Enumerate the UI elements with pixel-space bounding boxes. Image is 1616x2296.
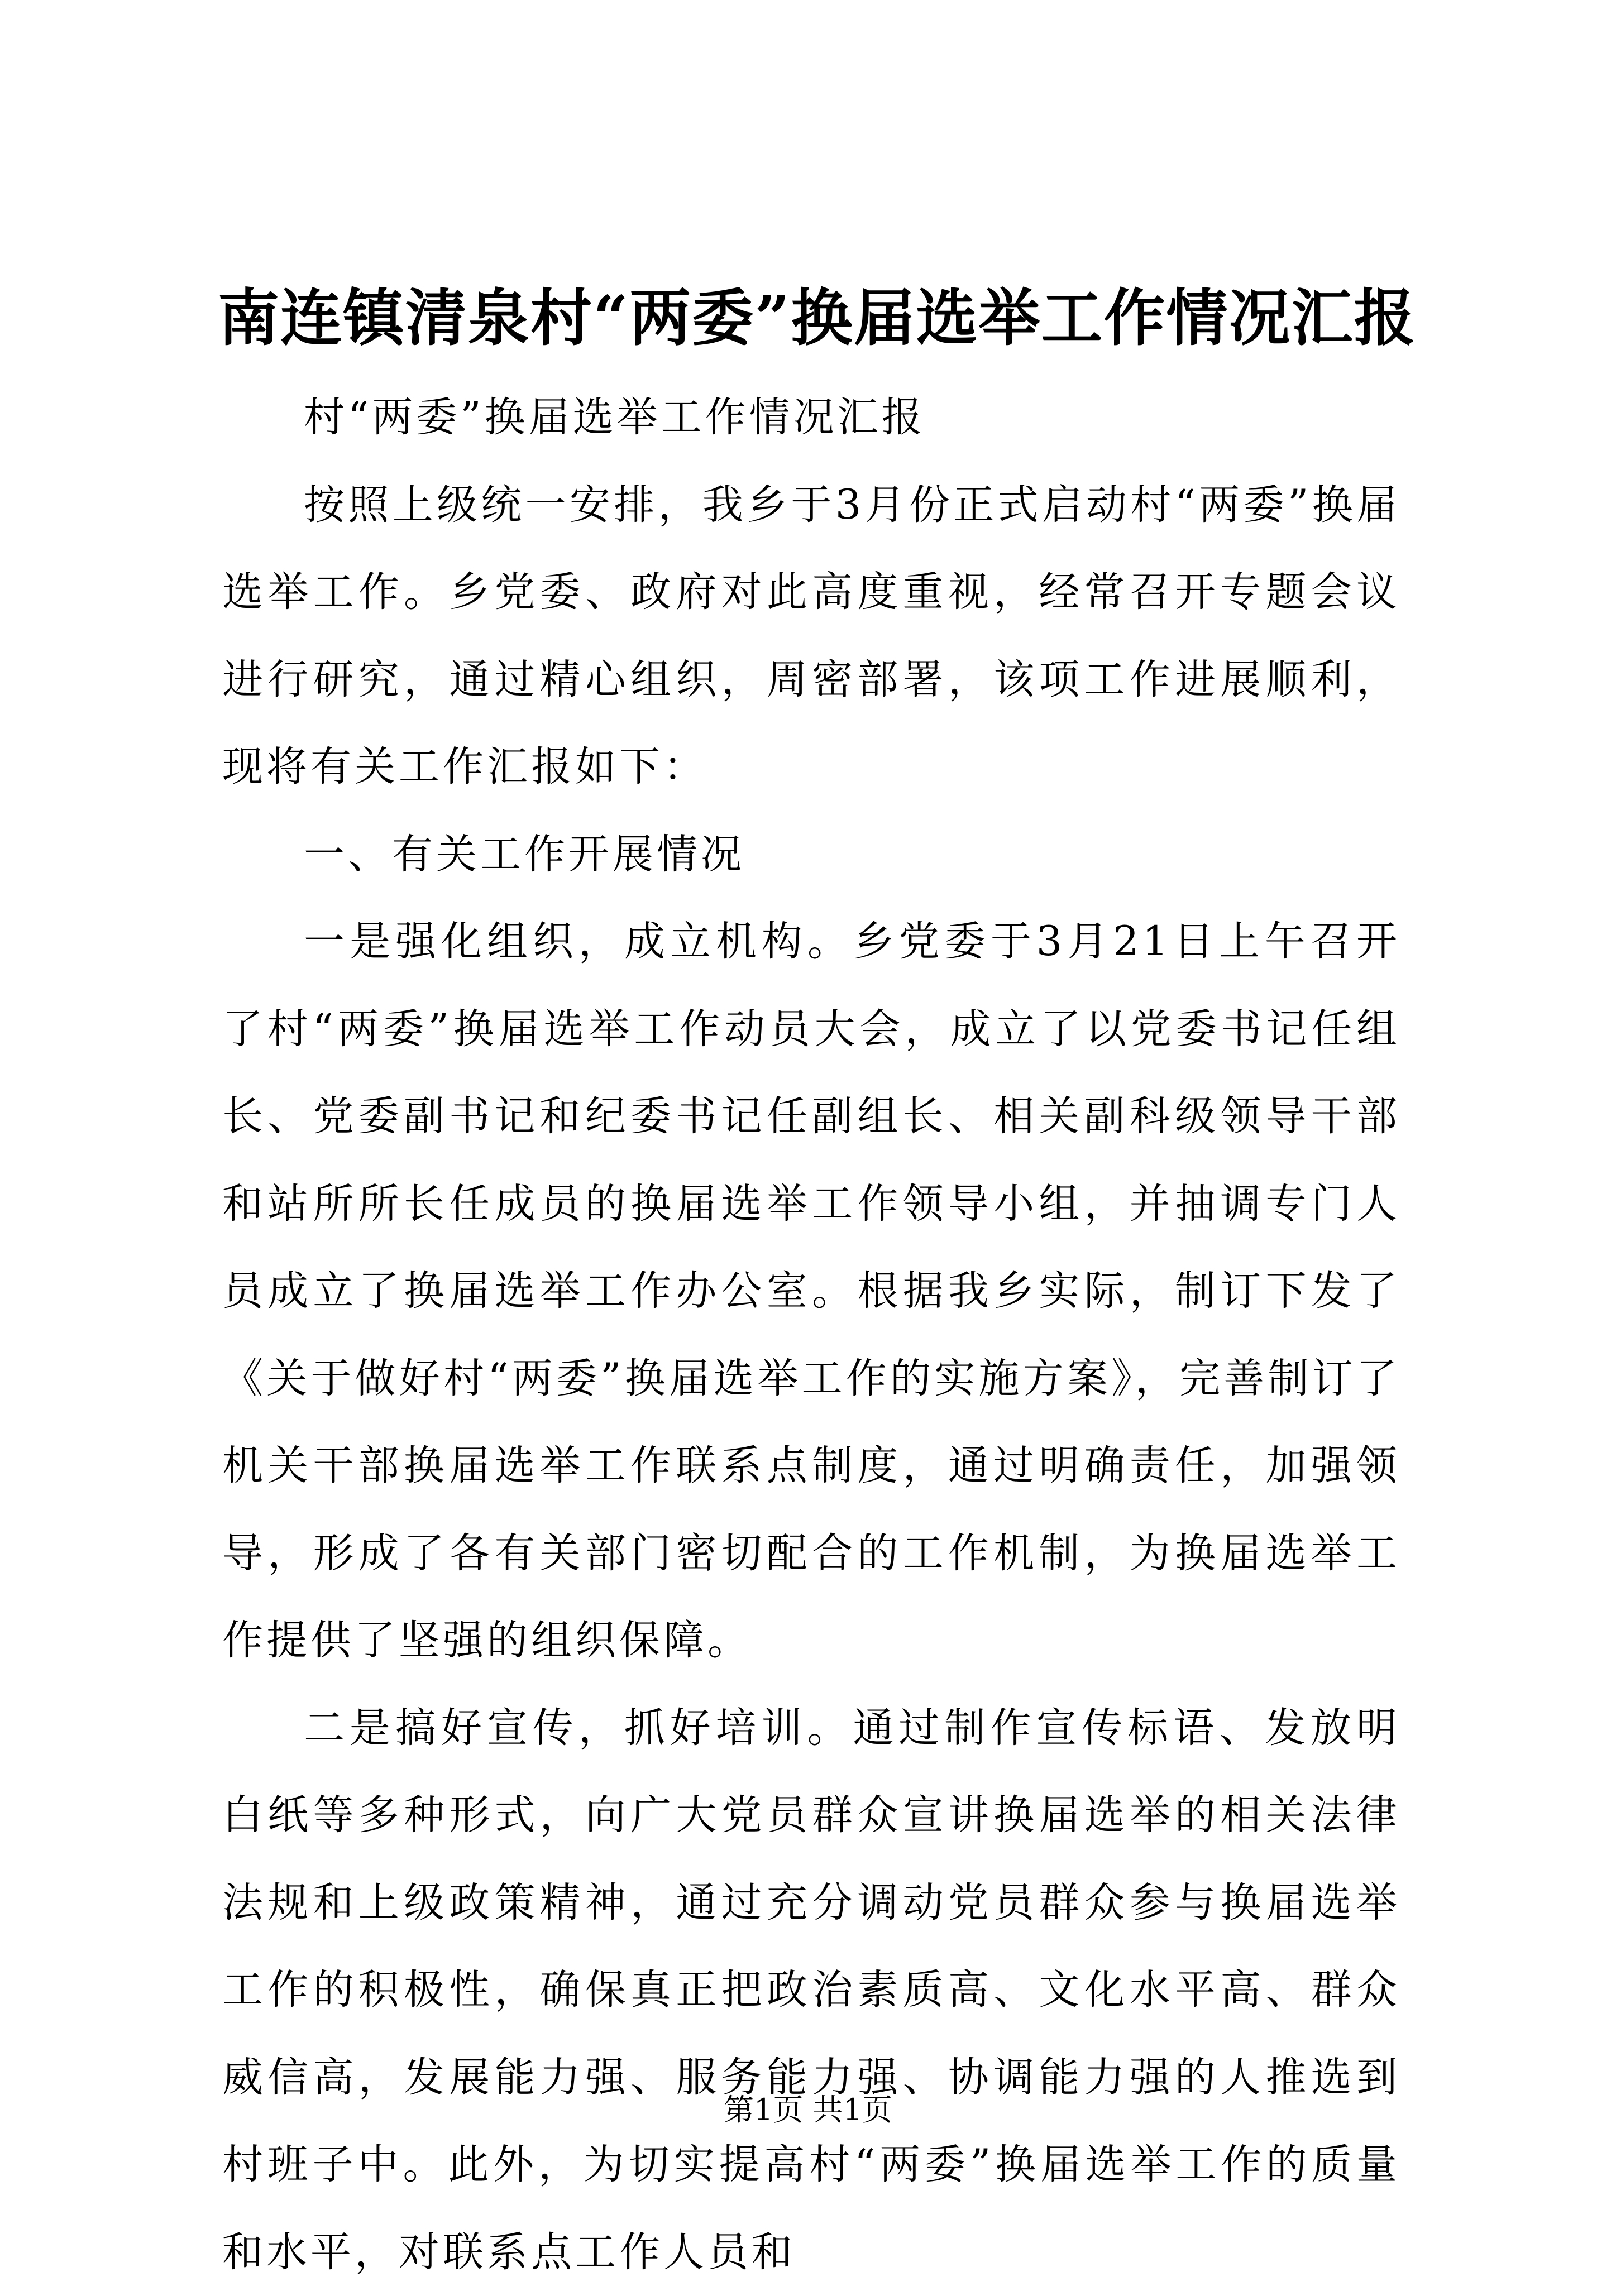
- page-footer: 第1页 共1页: [0, 2088, 1616, 2132]
- document-title: 南连镇清泉村“两委”换届选举工作情况汇报: [218, 276, 1446, 360]
- document-body: [222, 374, 1400, 2296]
- body-paragraph: 按照上级统一安排，我乡于3月份正式启动村“两委”换届选举工作。乡党委、政府对此高度重视，经常召开专题会议进行研究，通过精心组织，周密部署，该项工作进展顺利，现将有关工作汇报如下：: [222, 462, 1400, 811]
- body-paragraph: 村“两委”换届选举工作情况汇报: [222, 374, 1400, 462]
- body-paragraph: 一是强化组织，成立机构。乡党委于3月21日上午召开了村“两委”换届选举工作动员大会，成立了以党委书记任组长、党委副书记和纪委书记任副组长、相关副科级领导干部和站所所长任成员的换届选举工作领导小组，并抽调专门人员成立了换届选举工作办公室。根据我乡实际，制订下发了《关于做好村“两委”换届选举工作的实施方案》，完善制订了机关干部换届选举工作联系点制度，通过明确责任，加强领导，形成了各有关部门密切配合的工作机制，为换届选举工作提供了坚强的组织保障。: [222, 898, 1400, 1685]
- body-paragraph: 二是搞好宣传，抓好培训。通过制作宣传标语、发放明白纸等多种形式，向广大党员群众宣讲换届选举的相关法律法规和上级政策精神，通过充分调动党员群众参与换届选举工作的积极性，确保真正把政治素质高、文化水平高、群众威信高，发展能力强、服务能力强、协调能力强的人推选到村班子中。此外，为切实提高村“两委”换届选举工作的质量和水平，对联系点工作人员和: [222, 1685, 1400, 2296]
- section-heading: 一、有关工作开展情况: [222, 811, 1400, 899]
